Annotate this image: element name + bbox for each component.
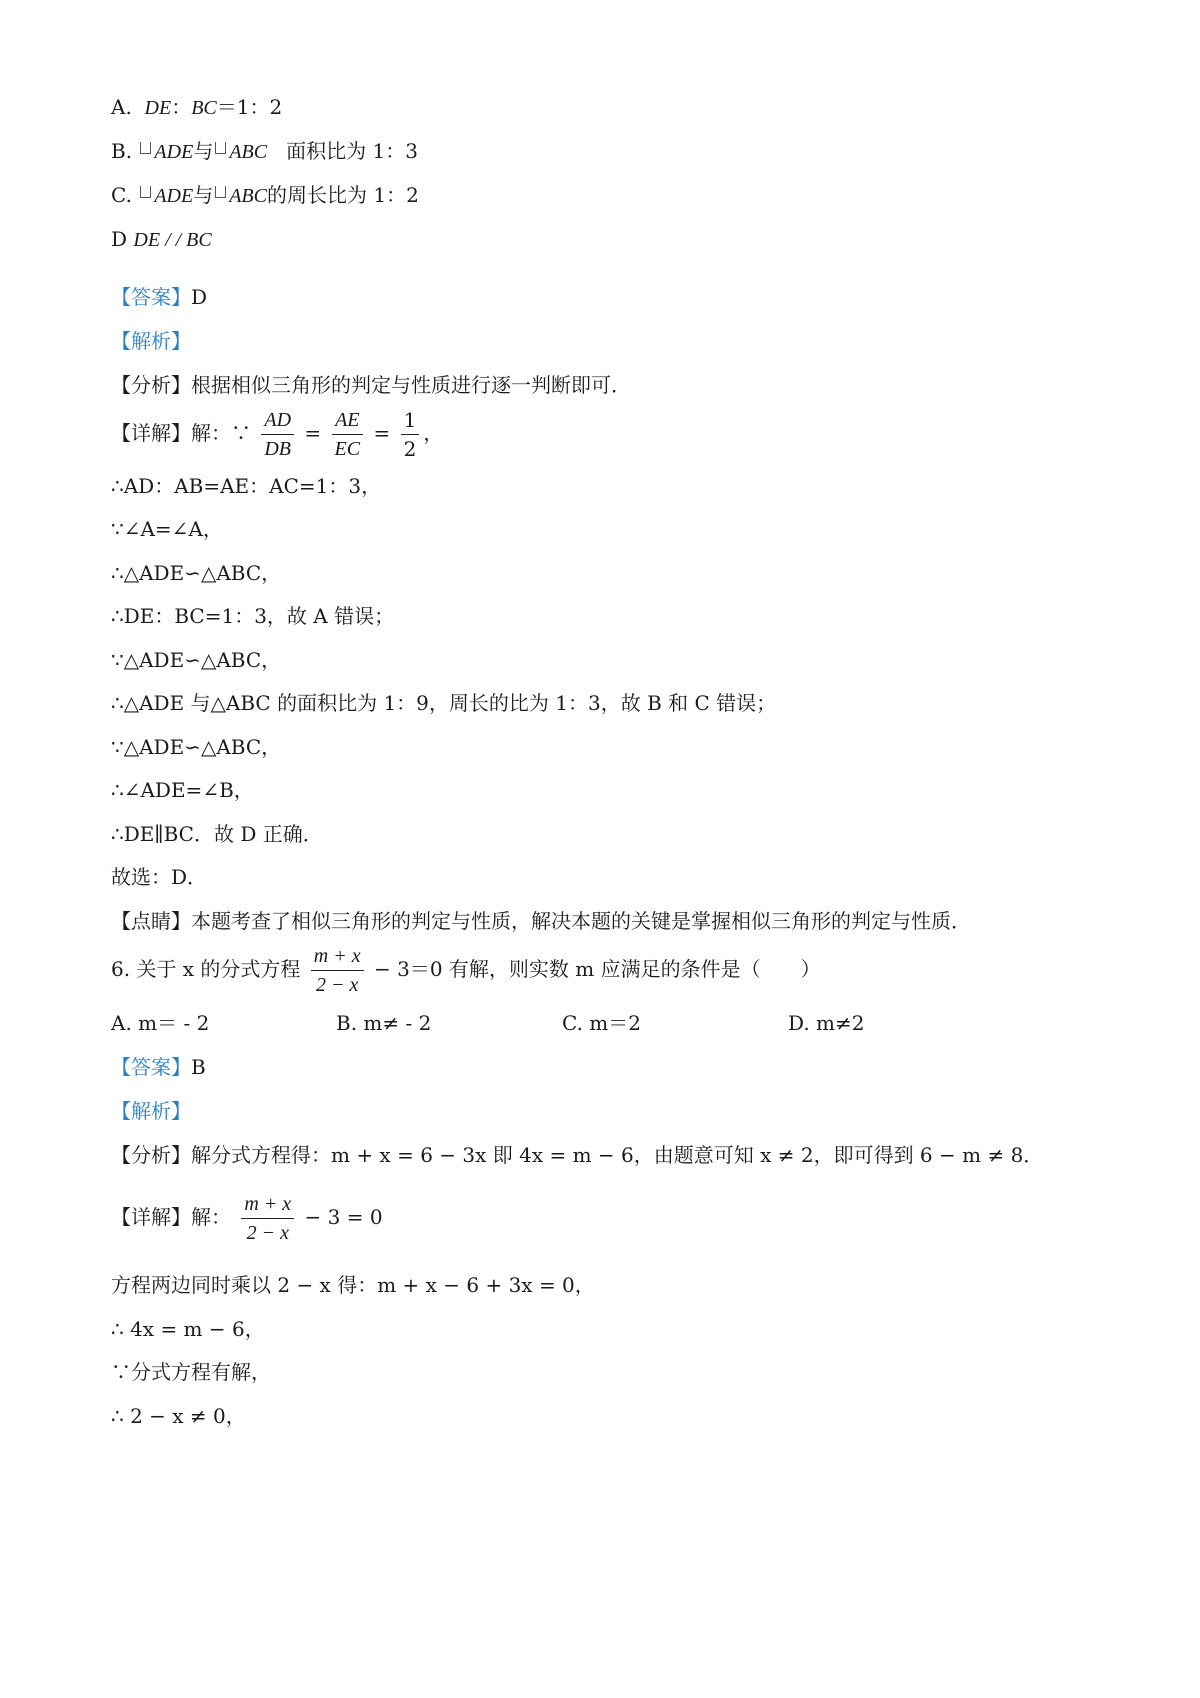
solution-step: ∴△ADE 与△ABC 的面积比为 1：9，周长的比为 1：3，故 B 和 C 错误； <box>111 691 777 715</box>
option-c: C. m＝2 <box>562 1011 641 1035</box>
fraction-q6: $\frac{m + x}{2 - x}$ <box>311 944 364 997</box>
solution-step: 方程两边同时乘以 2 − x 得：m + x − 6 + 3x = 0， <box>111 1273 595 1297</box>
jiexi-line: 【解析】 <box>111 1099 191 1123</box>
solution-step: ∵∠A=∠A， <box>111 517 223 541</box>
option-b: B. m≠ - 2 <box>336 1011 432 1035</box>
solution-step: ∵△ADE∽△ABC， <box>111 648 282 672</box>
solution-step: ∴AD：AB=AE：AC=1：3， <box>111 474 382 498</box>
option-c: C. ADE与 ABC的周长比为 1：2 <box>111 183 419 207</box>
xiangjie-line: 【详解】解：∵ $\frac{AD}{DB}$ = $\frac{AE}{EC}$ = $\frac{1}{2}$ ， <box>111 408 444 461</box>
triangle-symbol-icon <box>140 186 151 198</box>
fraction-one-half: $\frac{1}{2}$ <box>401 408 420 461</box>
option-b: B. ADE与 ABC 面积比为 1：3 <box>111 139 418 163</box>
solution-step: ∴ 4x = m − 6， <box>111 1317 265 1341</box>
solution-step: ∴ 2 − x ≠ 0， <box>111 1404 246 1428</box>
solution-step: 故选：D． <box>111 865 208 889</box>
fraction-ae-ec: $\frac{AE}{EC}$ <box>332 408 364 461</box>
fenxi-line: 【分析】根据相似三角形的判定与性质进行逐一判断即可． <box>111 373 631 397</box>
fenxi-line: 【分析】解分式方程得：m + x = 6 − 3x 即 4x = m − 6，由题意可知 x ≠ 2，即可得到 6 − m ≠ 8． <box>111 1143 1044 1167</box>
triangle-symbol-icon <box>140 142 151 154</box>
fraction-q6-solution: $\frac{m + x}{2 - x}$ <box>241 1192 294 1245</box>
answer-line: 【答案】B <box>111 1055 206 1079</box>
solution-step: ∴∠ADE=∠B， <box>111 778 254 802</box>
solution-step: ∵分式方程有解， <box>111 1360 271 1384</box>
solution-step: ∵△ADE∽△ABC， <box>111 735 282 759</box>
option-a: A. DE：BC＝1：2 <box>111 95 283 119</box>
jiexi-line: 【解析】 <box>111 329 191 353</box>
option-d: D. m≠2 <box>788 1011 865 1035</box>
xiangjie-line: 【详解】解： $\frac{m + x}{2 - x}$ − 3 = 0 <box>111 1193 383 1244</box>
triangle-symbol-icon <box>215 186 226 198</box>
solution-step: ∴DE∥BC．故 D 正确． <box>111 822 323 846</box>
dianjing-line: 【点睛】本题考查了相似三角形的判定与性质，解决本题的关键是掌握相似三角形的判定与性质． <box>111 909 971 933</box>
fraction-ad-db: $\frac{AD}{DB}$ <box>261 408 294 461</box>
option-d: D DE / / BC <box>111 227 212 251</box>
solution-step: ∴DE：BC=1：3，故 A 错误； <box>111 604 395 628</box>
solution-step: ∴△ADE∽△ABC， <box>111 561 282 585</box>
answer-line: 【答案】D <box>111 285 208 309</box>
option-a: A. m＝ - 2 <box>111 1011 210 1035</box>
question-6-stem: 6. 关于 x 的分式方程 $\frac{m + x}{2 - x}$ − 3＝0 有解，则实数 m 应满足的条件是（ ） <box>111 945 821 996</box>
triangle-symbol-icon <box>215 142 226 154</box>
